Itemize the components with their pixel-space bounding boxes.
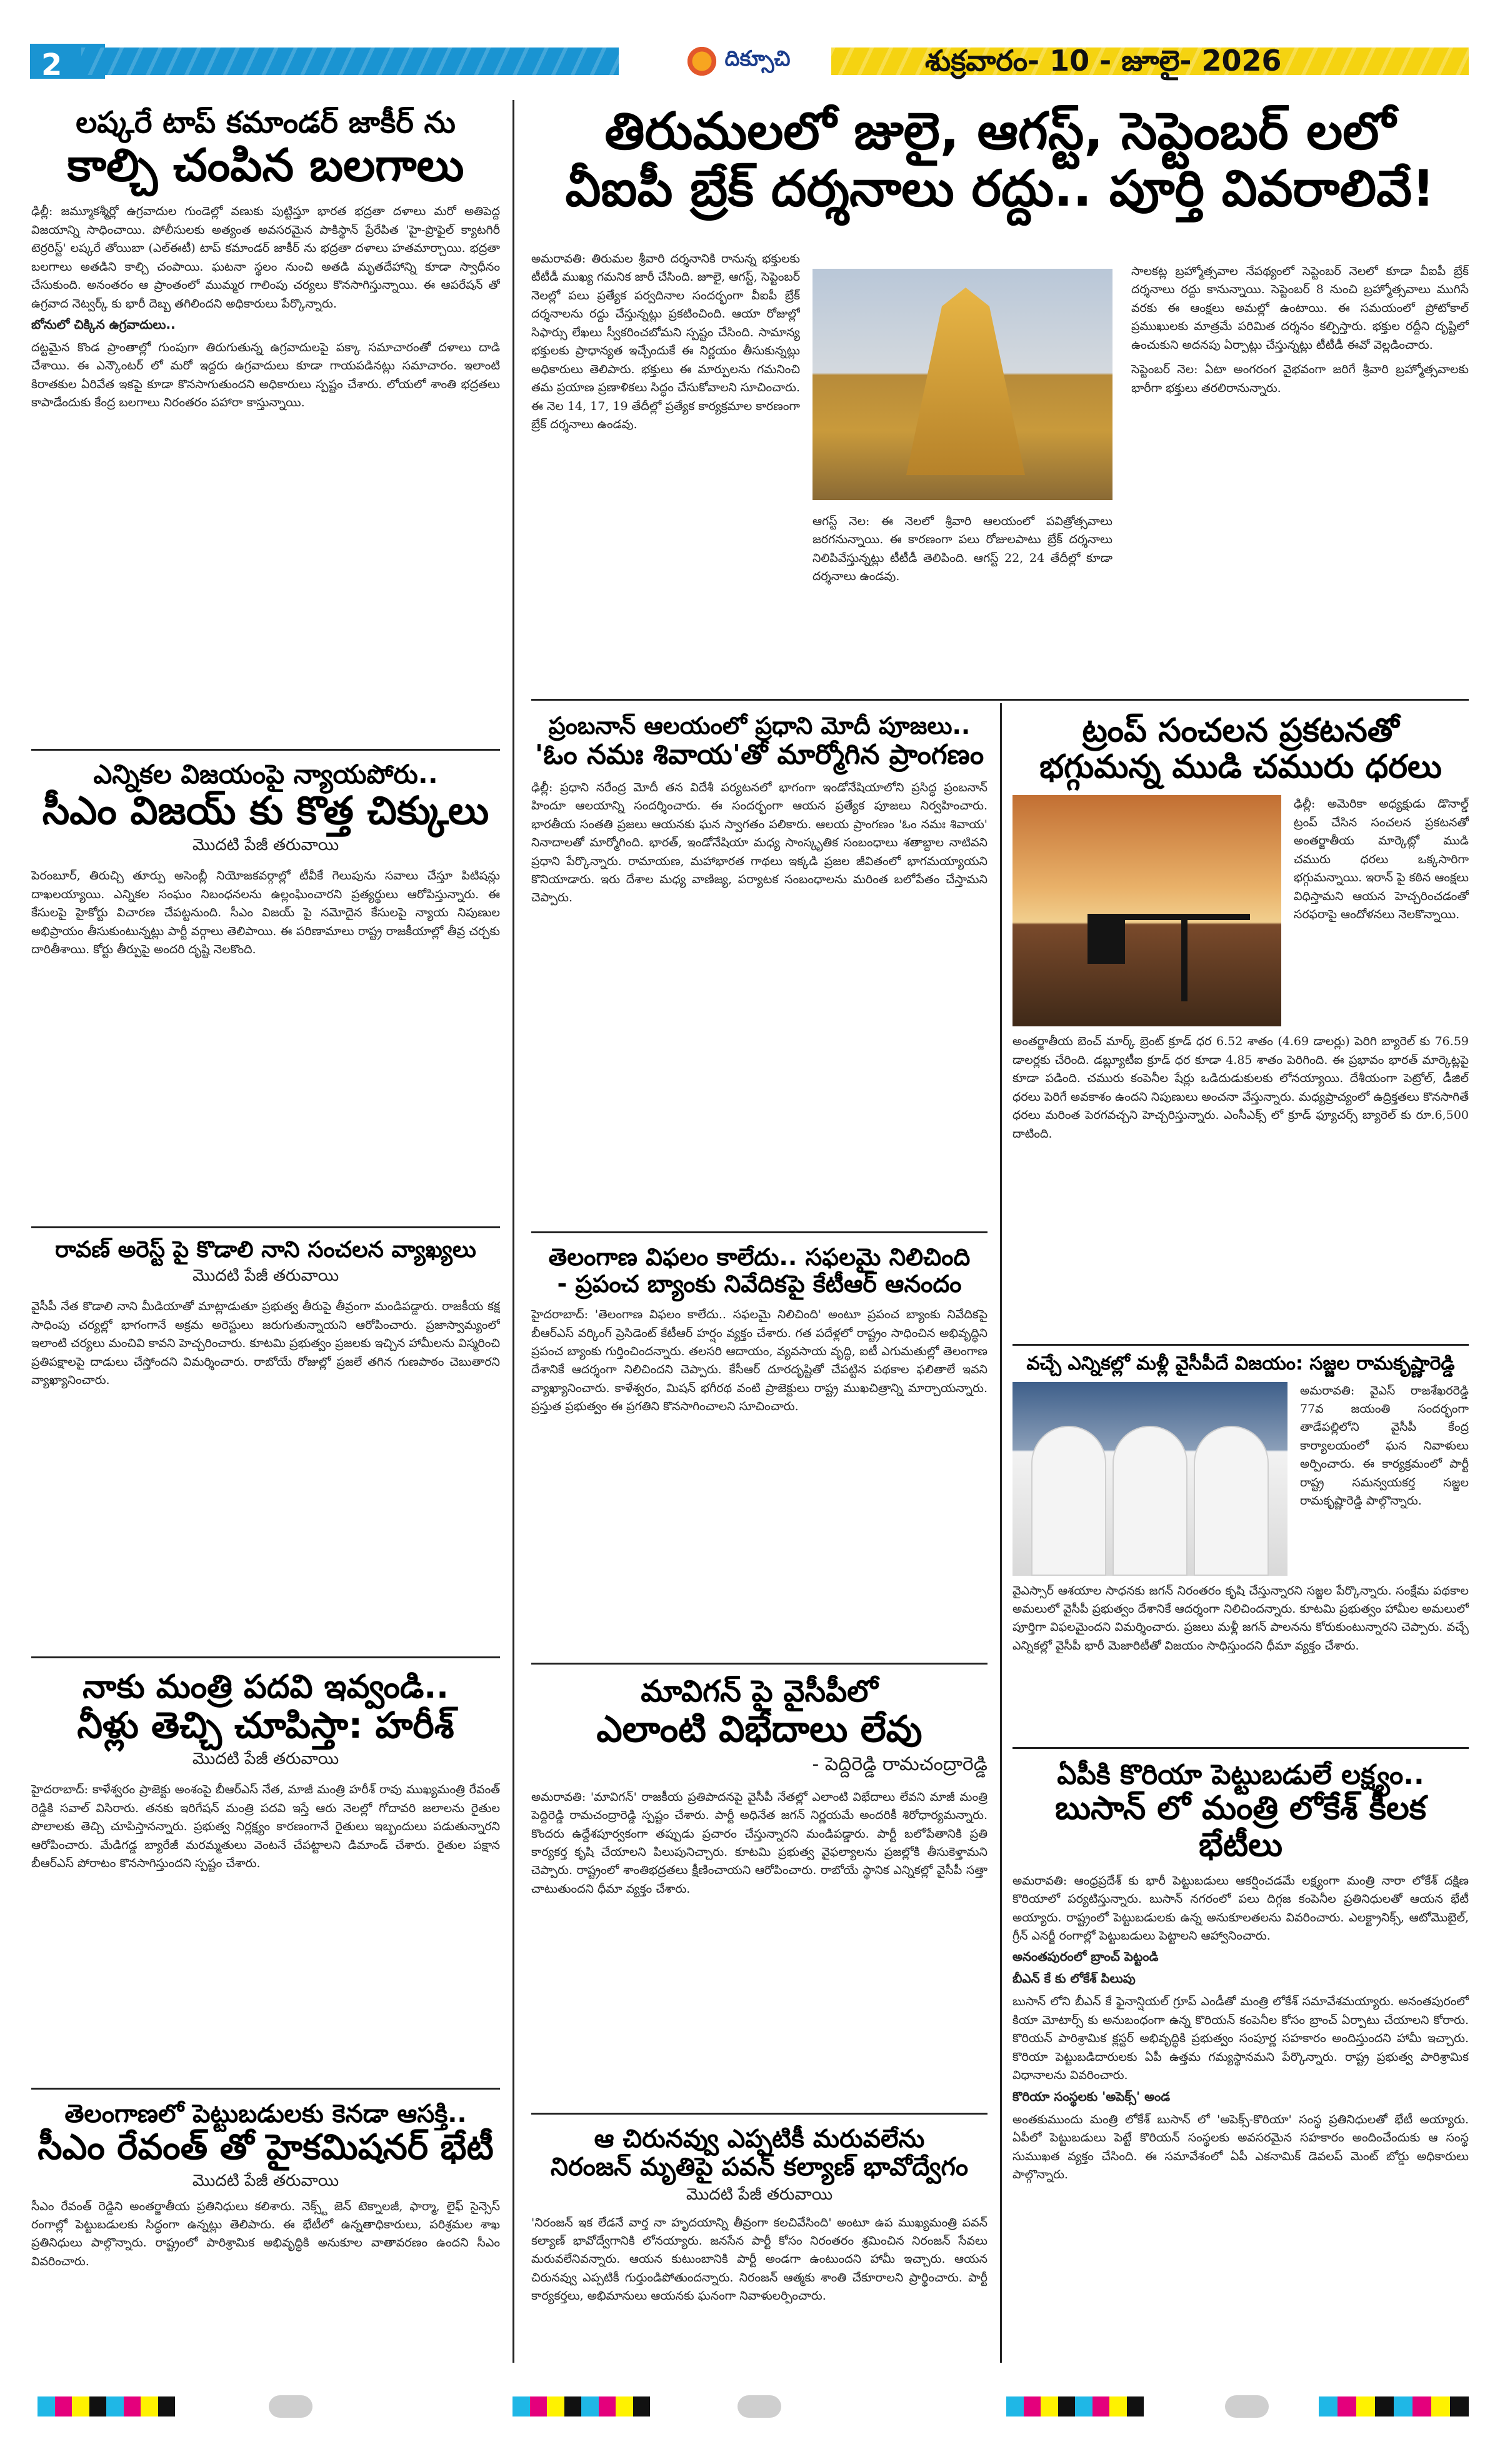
color-registration-bar <box>38 2396 175 2416</box>
oil-side-text <box>1294 795 1469 1026</box>
person-silhouette <box>1194 1426 1269 1576</box>
article-body: సీఎం రేవంత్ రెడ్డిని అంతర్జాతీయ ప్రతినిధులు కలిశారు. నెక్స్ట్ జెన్ టెక్నాలజీ, ఫార్మా, లైఫ్ సైన్సెస్ రంగాల్లో పెట్టుబడులకు సిద్ధంగా ఉన్నట్లు తెలిపారు. ఈ భేటీలో ఉన్నతాధికారులు, పరిశ్రమల శాఖ ప్రతినిధులు పాల్గొన్నారు. రాష్ట్రంలో పారిశ్రామిక అభివృద్ధికి అనుకూల వాతావరణం ఉందని సీఎం వివరించారు. <box>31 2199 500 2268</box>
headline: నీళ్లు తెచ్చి చూపిస్తా: హరీశ్ <box>77 1704 454 1747</box>
article-body: వైసీపీ నేత కొడాలి నాని మీడియాతో మాట్లాడుతూ ప్రభుత్వ తీరుపై తీవ్రంగా మండిపడ్డారు. రాజకీయ కక్ష సాధింపు చర్యల్లో భాగంగానే అక్రమ అరెస్టులు జరుగుతున్నాయని ఆరోపించారు. ప్రజాస్వామ్యంలో ఇలాంటి చర్యలు మంచివి కావని హెచ్చరించారు. కూటమి ప్రభుత్వం ప్రజలకు ఇచ్చిన హామీలను విస్మరించి ప్రతిపక్షాలపై దాడులు చేస్తోందని విమర్శించారు. రాబోయే రోజుల్లో ప్రజలే తగిన గుణపాఠం చెబుతారని వ్యాఖ్యానించారు. <box>31 1300 500 1388</box>
subheading: బీఎన్ కే కు లోకేశ్ పిలుపు <box>1012 1971 1136 1986</box>
divider <box>531 1663 988 1665</box>
sajjala-press-photo <box>1012 1382 1288 1576</box>
person-silhouette <box>1112 1426 1188 1576</box>
oil-pump-silhouette <box>1088 901 1275 1001</box>
headline: నిరంజన్ మృతిపై పవన్ కల్యాణ్ భావోద్వేగం <box>550 2152 969 2181</box>
headline: ఆ చిరునవ్వు ఎప్పటికీ మరువలేను <box>594 2125 925 2153</box>
headline: భగ్గుమన్న ముడి చమురు ధరలు <box>1039 748 1442 786</box>
headline: ట్రంప్ సంచలన ప్రకటనతో <box>1082 713 1399 749</box>
article-body: ఢిల్లీ: అమెరికా అధ్యక్షుడు డొనాల్డ్ ట్రంప్ చేసిన సంచలన ప్రకటనతో అంతర్జాతీయ మార్కెట్లో ముడి చమురు ధరలు ఒక్కసారిగా భగ్గుమన్నాయి. ఇరాన్ పై కఠిన ఆంక్షలు విధిస్తామని ఆయన హెచ్చరించడంతో సరఫరాపై ఆందోళనలు నెలకొన్నాయి. <box>1294 797 1469 922</box>
oil-pump-photo <box>1012 795 1281 1026</box>
headline: లష్కరే టాప్ కమాండర్ జాకీర్ ను <box>76 106 456 140</box>
article-body: పెరంబూర్, తిరుచ్చి తూర్పు అసెంబ్లీ నియోజకవర్గాల్లో టీవీకే గెలుపును సవాలు చేస్తూ పిటిషన్లు దాఖలయ్యాయి. ఎన్నికల సంఘం నిబంధనలను ఉల్లంఘించారని ప్రత్యర్థులు ఆరోపిస్తున్నారు. ఈ కేసులపై హైకోర్టు విచారణ చేపట్టనుంది. సీఎం విజయ్ పై నమోదైన కేసులపై న్యాయ నిపుణుల అభిప్రాయం తీసుకుంటున్నట్లు పార్టీ వర్గాలు తెలిపాయి. ఈ పరిణామాలు రాష్ట్ర రాజకీయాల్లో తీవ్ర చర్చకు దారితీశాయి. కోర్టు తీర్పుపై అందరి దృష్టి నెలకొంది. <box>31 869 500 957</box>
page-number: 2 <box>41 48 62 83</box>
top-story-headline <box>531 103 1469 234</box>
color-registration-bar <box>1319 2396 1469 2416</box>
headline: తెలంగాణలో పెట్టుబడులకు కెనడా ఆసక్తి.. <box>64 2100 467 2128</box>
headline: తెలంగాణ విఫలం కాలేదు.. సఫలమై నిలిచింది <box>548 1244 971 1271</box>
story-canada <box>31 2100 500 2363</box>
article-body: హైదరాబాద్: 'తెలంగాణ విఫలం కాలేదు.. సఫలమై నిలిచింది' అంటూ ప్రపంచ బ్యాంకు నివేదికపై బీఆర్ఎస్ వర్కింగ్ ప్రెసిడెంట్ కేటీఆర్ హర్షం వ్యక్తం చేశారు. గత పదేళ్లలో రాష్ట్రం సాధించిన అభివృద్ధిని ప్రపంచ బ్యాంకు గుర్తించిందన్నారు. తలసరి ఆదాయం, వ్యవసాయ వృద్ధి, ఐటీ ఎగుమతుల్లో తెలంగాణ దేశానికే ఆదర్శంగా నిలిచిందని చెప్పారు. కేసీఆర్ దూరదృష్టితో చేపట్టిన పథకాల ఫలితాలే ఇవని వ్యాఖ్యానించారు. కాళేశ్వరం, మిషన్ భగీరథ వంటి ప్రాజెక్టులు రాష్ట్ర ముఖచిత్రాన్ని మార్చాయన్నారు. ప్రస్తుత ప్రభుత్వం ఈ ప్రగతిని కొనసాగించాలని సూచించారు. <box>531 1308 988 1414</box>
headline: వచ్చే ఎన్నికల్లో మళ్లీ వైసీపీదే విజయం: సజ్జల రామకృష్ణారెడ్డి <box>1026 1353 1455 1375</box>
divider <box>31 1226 500 1228</box>
story-ktr-world-bank <box>531 1244 988 1656</box>
headline: వీఐపీ బ్రేక్ దర్శనాలు రద్దు.. పూర్తి వివరాలివే! <box>565 159 1435 218</box>
divider <box>1012 1747 1469 1749</box>
article-body: ఢిల్లీ: జమ్మూకశ్మీర్లో ఉగ్రవాదుల గుండెల్లో వణుకు పుట్టిస్తూ భారత భద్రతా దళాలు మరో అతిపెద్ద విజయాన్ని సాధించాయి. పోలీసులకు అత్యంత అవసరమైన పాకిస్థాన్ ప్రేరేపిత 'హై-ప్రొఫైల్ క్యాటగిరీ టెర్రరిస్ట్' లష్కరే తోయిబా (ఎల్ఈటీ) టాప్ కమాండర్ జాకీర్ ను భద్రతా దళాలు హతమార్చాయి. భద్రతా బలగాలు అతడిని కాల్చి చంపాయి. ఘటనా స్థలం నుంచి అతడి మృతదేహాన్ని కూడా స్వాధీనం చేసుకుంది. అనంతరం ఆ ప్రాంతంలో ముమ్మర గాలింపు చర్యలు కొనసాగిస్తున్నాయి. ఈ ఆపరేషన్ తో ఉగ్రవాద నెట్వర్క్ కు భారీ దెబ్బ తగిలిందని అధికారులు పేర్కొన్నారు. <box>31 204 500 311</box>
divider <box>31 1656 500 1658</box>
story-crude-oil <box>1012 713 1469 1338</box>
page-header <box>0 0 1500 94</box>
story-pawan-kalyan <box>531 2125 988 2363</box>
person-silhouette <box>1031 1426 1106 1576</box>
headline: సీఎం రేవంత్ తో హైకమిషనర్ భేటీ <box>38 2126 494 2168</box>
article-body: 'నిరంజన్ ఇక లేడనే వార్త నా హృదయాన్ని తీవ్రంగా కలచివేసింది' అంటూ ఉప ముఖ్యమంత్రి పవన్ కల్యాణ్ భావోద్వేగానికి లోనయ్యారు. జనసేన పార్టీ కోసం నిరంతరం శ్రమించిన నిరంజన్ సేవలు మరువలేనివన్నారు. ఆయన కుటుంబానికి పార్టీ అండగా ఉంటుందని హామీ ఇచ్చారు. ఆయన చిరునవ్వు ఎప్పటికీ గుర్తుండిపోతుందన్నారు. నిరంజన్ ఆత్మకు శాంతి చేకూరాలని ప్రార్థించారు. పార్టీ కార్యకర్తలు, అభిమానులు ఆయనకు ఘనంగా నివాళులర్పించారు. <box>531 2215 988 2303</box>
temple-gopuram-shape <box>906 288 1025 475</box>
article-body: అమరావతి: 'మావిగన్' రాజకీయ ప్రతిపాదనపై వైసీపీ నేతల్లో ఎలాంటి విభేదాలు లేవని మాజీ మంత్రి పెద్దిరెడ్డి రామచంద్రారెడ్డి స్పష్టం చేశారు. పార్టీ అధినేత జగన్ నిర్ణయమే అందరికీ శిరోధార్యమన్నారు. కొందరు ఉద్దేశపూర్వకంగా తప్పుడు ప్రచారం చేస్తున్నారని మండిపడ్డారు. పార్టీ బలోపేతానికి ప్రతి కార్యకర్త కృషి చేయాలని పిలుపునిచ్చారు. కూటమి ప్రభుత్వ వైఫల్యాలను ప్రజల్లోకి తీసుకెళ్తామని చెప్పారు. రాష్ట్రంలో శాంతిభద్రతలు క్షీణించాయని ఆరోపించారు. రాబోయే స్థానిక ఎన్నికల్లో వైసీపీ సత్తా చాటుతుందని ధీమా వ్యక్తం చేశారు. <box>531 1790 988 1896</box>
article-body: అమరావతి: వైఎస్ రాజశేఖరరెడ్డి 77వ జయంతి సందర్భంగా తాడేపల్లిలోని వైసీపీ కేంద్ర కార్యాలయంలో ఘన నివాళులు అర్పించారు. ఈ కార్యక్రమంలో పార్టీ రాష్ట్ర సమన్వయకర్త సజ్జల రామకృష్ణారెడ్డి పాల్గొన్నారు. <box>1300 1383 1469 1508</box>
article-body: సెప్టెంబర్ నెల: ఏటా అంగరంగ వైభవంగా జరిగే శ్రీవారి బ్రహ్మోత్సవాలకు భారీగా భక్తులు తరలిరానున్నారు. <box>1131 363 1469 395</box>
divider <box>1012 1344 1469 1346</box>
story-vijay <box>31 759 500 1222</box>
story-sajjala <box>1012 1353 1469 1741</box>
print-footer <box>0 2388 1500 2438</box>
article-body: అంతర్జాతీయ బెంచ్ మార్క్ బ్రెంట్ క్రూడ్ ధర 6.52 శాతం (4.69 డాలర్లు) పెరిగి బ్యారెల్ కు 76.59 డాలర్లకు చేరింది. డబ్ల్యూటీఐ క్రూడ్ ధర కూడా 4.85 శాతం పెరిగింది. ఈ ప్రభావం భారత్ మార్కెట్లపై కూడా పడింది. చమురు కంపెనీల షేర్లు ఒడిదుడుకులకు లోనయ్యాయి. దేశీయంగా పెట్రోల్, డీజిల్ ధరలు పెరిగే అవకాశం ఉందని నిపుణులు అంచనా వేస్తున్నారు. మధ్యప్రాచ్యంలో ఉద్రిక్తతలు కొనసాగితే ధరలు మరింత పెరగవచ్చని హెచ్చరిస్తున్నారు. ఎంసీఎక్స్ లో క్రూడ్ ఫ్యూచర్స్ బ్యారెల్ కు రూ.6,500 దాటింది. <box>1012 1034 1469 1141</box>
top-story-image-caption <box>812 513 1112 694</box>
story-lokesh-korea <box>1012 1760 1469 2363</box>
color-registration-bar <box>1006 2396 1144 2416</box>
headline: సీఎం విజయ్ కు కొత్త చిక్కులు <box>42 788 489 834</box>
header-blue-band <box>81 48 619 75</box>
article-body: హైదరాబాద్: కాళేశ్వరం ప్రాజెక్టు అంశంపై బీఆర్ఎస్ నేత, మాజీ మంత్రి హరీశ్ రావు ముఖ్యమంత్రి రేవంత్ రెడ్డికి సవాల్ విసిరారు. తనకు ఇరిగేషన్ మంత్రి పదవి ఇస్తే ఆరు నెలల్లో గోదావరి జలాలను రైతుల పొలాలకు తెచ్చి చూపిస్తానన్నారు. ప్రభుత్వ నిర్లక్ష్యం కారణంగానే రైతులు ఇబ్బందులు పడుతున్నారని ఆరోపించారు. మేడిగడ్డ బ్యారేజీ మరమ్మతులు వెంటనే చేపట్టాలని డిమాండ్ చేశారు. రైతుల పక్షాన బీఆర్ఎస్ పోరాటం కొనసాగిస్తుందని స్పష్టం చేశారు. <box>31 1783 500 1870</box>
sajjala-side-text <box>1300 1382 1469 1576</box>
column-divider-left <box>512 100 514 2363</box>
color-registration-bar <box>512 2396 650 2416</box>
headline: ఎలాంటి విభేదాలు లేవు <box>596 1707 922 1750</box>
compass-icon <box>685 44 719 78</box>
byline: మొదటి పేజీ తరువాయి <box>686 2185 833 2204</box>
byline: - పెద్దిరెడ్డి రామచంద్రారెడ్డి <box>812 1753 988 1775</box>
headline: ఏపీకి కొరియా పెట్టుబడులే లక్ష్యం.. <box>1057 1760 1424 1791</box>
top-story-body-right <box>1131 263 1469 694</box>
article-body: ఢిల్లీ: ప్రధాని నరేంద్ర మోదీ తన విదేశీ పర్యటనలో భాగంగా ఇండోనేషియాలోని ప్రసిద్ధ ప్రంబనాన్ హిందూ ఆలయాన్ని సందర్శించారు. ఈ సందర్భంగా ఆయన ప్రత్యేక పూజలు నిర్వహించారు. భారతీయ సంతతి ప్రజలు ఆయనకు ఘన స్వాగతం పలికారు. ఆలయ ప్రాంగణం 'ఓం నమః శివాయ' నినాదాలతో మార్మోగింది. భారత్, ఇండోనేషియా మధ్య సాంస్కృతిక సంబంధాలు శతాబ్దాల నాటివని ప్రధాని పేర్కొన్నారు. రామాయణ, మహాభారత గాథలు ఇక్కడి ప్రజల జీవితంలో భాగమయ్యాయని కొనియాడారు. ఇరు దేశాల మధ్య వాణిజ్య, పర్యాటక సంబంధాలను మరింత బలోపేతం చేస్తామని చెప్పారు. <box>531 780 988 905</box>
divider <box>531 1231 988 1233</box>
headline: బుసాన్ లో మంత్రి లోకేశ్ కీలక భేటీలు <box>1055 1790 1426 1864</box>
byline: మొదటి పేజీ తరువాయి <box>192 1750 339 1769</box>
headline: ఎన్నికల విజయంపై న్యాయపోరు.. <box>93 759 438 789</box>
registration-pill <box>1225 2395 1269 2418</box>
byline: మొదటి పేజీ తరువాయి <box>192 1266 339 1286</box>
byline: మొదటి పేజీ తరువాయి <box>192 2171 339 2190</box>
subheading: బోనులో చిక్కిన ఉగ్రవాదులు.. <box>31 317 176 332</box>
story-lashkar <box>31 106 500 744</box>
subheading: అనంతపురంలో బ్రాంచ్ పెట్టండి <box>1012 1949 1159 1965</box>
article-body: అమరావతి: తిరుమల శ్రీవారి దర్శనానికి రానున్న భక్తులకు టీటీడీ ముఖ్య గమనిక జారీ చేసింది. జూలై, ఆగస్ట్, సెప్టెంబర్ నెలల్లో పలు ప్రత్యేక పర్వదినాల సందర్భంగా వీఐపీ బ్రేక్ దర్శనాలను రద్దు చేస్తున్నట్లు ప్రకటించింది. ఆయా రోజుల్లో సిఫార్సు లేఖలు స్వీకరించబోమని స్పష్టం చేసింది. సామాన్య భక్తులకు ప్రాధాన్యత ఇచ్చేందుకే ఈ నిర్ణయం తీసుకున్నట్లు అధికారులు తెలిపారు. భక్తులు ఈ మార్పులను గమనించి తమ ప్రయాణ ప్రణాళికలు సిద్ధం చేసుకోవాలని సూచించారు. ఈ నెల 14, 17, 19 తేదీల్లో ప్రత్యేక కార్యక్రమాల కారణంగా బ్రేక్ దర్శనాలు ఉండవు. <box>531 252 800 431</box>
article-body: సాలకట్ల బ్రహ్మోత్సవాల నేపథ్యంలో సెప్టెంబర్ నెలలో కూడా వీఐపీ బ్రేక్ దర్శనాలు రద్దు కానున్నాయి. సెప్టెంబర్ 8 నుంచి బ్రహ్మోత్సవాలు ముగిసే వరకు ఈ ఆంక్షలు అమల్లో ఉంటాయి. ఈ సమయంలో ప్రోటోకాల్ ప్రముఖులకు మాత్రమే పరిమిత దర్శనం కల్పిస్తారు. భక్తుల రద్దీని దృష్టిలో ఉంచుకుని అదనపు ఏర్పాట్లు చేస్తున్నట్లు టీటీడీ ఈవో వెల్లడించారు. <box>1131 264 1469 352</box>
sajjala-image-row <box>1012 1382 1469 1582</box>
issue-date: శుక్రవారం- 10 - జూలై- 2026 <box>925 44 1282 78</box>
temple-photo <box>812 269 1112 500</box>
registration-pill <box>269 2395 312 2418</box>
article-body: ఆగస్ట్ నెల: ఈ నెలలో శ్రీవారి ఆలయంలో పవిత్రోత్సవాలు జరగనున్నాయి. ఈ కారణంగా పలు రోజులపాటు బ్రేక్ దర్శనాలు నిలిపివేస్తున్నట్లు టీటీడీ తెలిపింది. ఆగస్ట్ 22, 24 తేదీల్లో కూడా దర్శనాలు ఉండవు. <box>812 514 1112 584</box>
headline: - ప్రపంచ బ్యాంకు నివేదికపై కేటీఆర్ ఆనందం <box>557 1270 962 1298</box>
subheading: కొరియా సంస్థలకు 'అపెక్స్' అండ <box>1012 2088 1171 2104</box>
article-body: దట్టమైన కొండ ప్రాంతాల్లో గుంపుగా తిరుగుతున్న ఉగ్రవాదులపై పక్కా సమాచారంతో దళాలు దాడి చేశాయి. ఈ ఎన్కౌంటర్ లో మరో ఇద్దరు ఉగ్రవాదులు కూడా గాయపడినట్లు సమాచారం. ఇలాంటి కిరాతకుల ఏరివేత ఇకపై కూడా కొనసాగుతుందని అధికారులు స్పష్టం చేశారు. లోయలో శాంతి భద్రతలు కాపాడేందుకు కేంద్ర బలగాలు నిరంతరం పహారా కాస్తున్నాయి. <box>31 341 500 410</box>
story-modi-prambanan <box>531 713 988 1225</box>
divider <box>31 749 500 751</box>
oil-image-row <box>1012 795 1469 1033</box>
article-body: అంతకుముందు మంత్రి లోకేశ్ బుసాన్ లో 'అపెక్స్-కొరియా' సంస్థ ప్రతినిధులతో భేటీ అయ్యారు. ఏపీలో పెట్టుబడులు పెట్టే కొరియన్ సంస్థలకు అవసరమైన సహకారం అందించేందుకు ఆ సంస్థ సుముఖత వ్యక్తం చేసింది. ఈ సమావేశంలో ఏపీ ఎకనామిక్ డెవలప్ మెంట్ బోర్డు అధికారులు పాల్గొన్నారు. <box>1012 2112 1469 2181</box>
story-peddireddy <box>531 1675 988 2106</box>
column-divider-right <box>1000 703 1002 2363</box>
top-story-body-left <box>531 250 800 688</box>
article-body: అమరావతి: ఆంధ్రప్రదేశ్ కు భారీ పెట్టుబడులు ఆకర్షించడమే లక్ష్యంగా మంత్రి నారా లోకేశ్ దక్షిణ కొరియాలో పర్యటిస్తున్నారు. బుసాన్ నగరంలో పలు దిగ్గజ కంపెనీల ప్రతినిధులతో ఆయన భేటీ అయ్యారు. రాష్ట్రంలో పెట్టుబడులకు ఉన్న అనుకూలతలను వివరించారు. ఎలక్ట్రానిక్స్, ఆటోమొబైల్, గ్రీన్ ఎనర్జీ రంగాల్లో పెట్టుబడులు పెట్టాలని ఆహ్వానించారు. <box>1012 1873 1469 1943</box>
headline: 'ఓం నమః శివాయ'తో మార్మోగిన ప్రాంగణం <box>534 738 984 771</box>
headline: కాల్చి చంపిన బలగాలు <box>67 138 464 191</box>
masthead-logo <box>656 38 819 85</box>
registration-pill <box>738 2395 781 2418</box>
headline: తిరుమలలో జులై, ఆగస్ట్, సెప్టెంబర్ లలో <box>604 103 1396 161</box>
headline: మావిగన్ పై వైసీపీలో <box>641 1675 878 1709</box>
divider <box>531 2113 988 2115</box>
byline: మొదటి పేజీ తరువాయి <box>192 836 339 855</box>
article-body: బుసాన్ లోని బీఎన్ కే ఫైనాన్షియల్ గ్రూప్ ఎండీతో మంత్రి లోకేశ్ సమావేశమయ్యారు. అనంతపురంలో కియా మోటార్స్ కు అనుబంధంగా ఉన్న కొరియన్ కంపెనీల కోసం బ్రాంచ్ ఏర్పాటు చేయాలని కోరారు. కొరియన్ పారిశ్రామిక క్లస్టర్ అభివృద్ధికి ప్రభుత్వం సంపూర్ణ సహకారం అందిస్తుందని హామీ ఇచ్చారు. కొరియా పెట్టుబడిదారులకు ఏపీ ఉత్తమ గమ్యస్థానమని పేర్కొన్నారు. రాష్ట్ర ప్రభుత్వ పారిశ్రామిక విధానాలను వివరించారు. <box>1012 1995 1469 2083</box>
story-harish <box>31 1669 500 2081</box>
story-kodali-nani <box>31 1238 500 1650</box>
headline: ప్రంబనాన్ ఆలయంలో ప్రధాని మోదీ పూజలు.. <box>548 713 971 739</box>
masthead-logo-text: దిక్సూచి <box>724 46 791 71</box>
headline: నాకు మంత్రి పదవి ఇవ్వండి.. <box>82 1669 449 1706</box>
headline: రావణ్ అరెస్ట్ పై కొడాలి నాని సంచలన వ్యాఖ్యలు <box>55 1238 476 1263</box>
article-body: వైఎస్సార్ ఆశయాల సాధనకు జగన్ నిరంతరం కృషి చేస్తున్నారని సజ్జల పేర్కొన్నారు. సంక్షేమ పథకాల అమలులో వైసీపీ ప్రభుత్వం దేశానికే ఆదర్శంగా నిలిచిందన్నారు. కూటమి ప్రభుత్వం హామీల అమలులో పూర్తిగా విఫలమైందని విమర్శించారు. ప్రజలు మళ్లీ జగన్ పాలనను కోరుకుంటున్నారని చెప్పారు. వచ్చే ఎన్నికల్లో వైసీపీ భారీ మెజారిటీతో విజయం సాధిస్తుందని ధీమా వ్యక్తం చేశారు. <box>1012 1583 1469 1653</box>
divider <box>531 699 1469 701</box>
divider <box>31 2088 500 2090</box>
